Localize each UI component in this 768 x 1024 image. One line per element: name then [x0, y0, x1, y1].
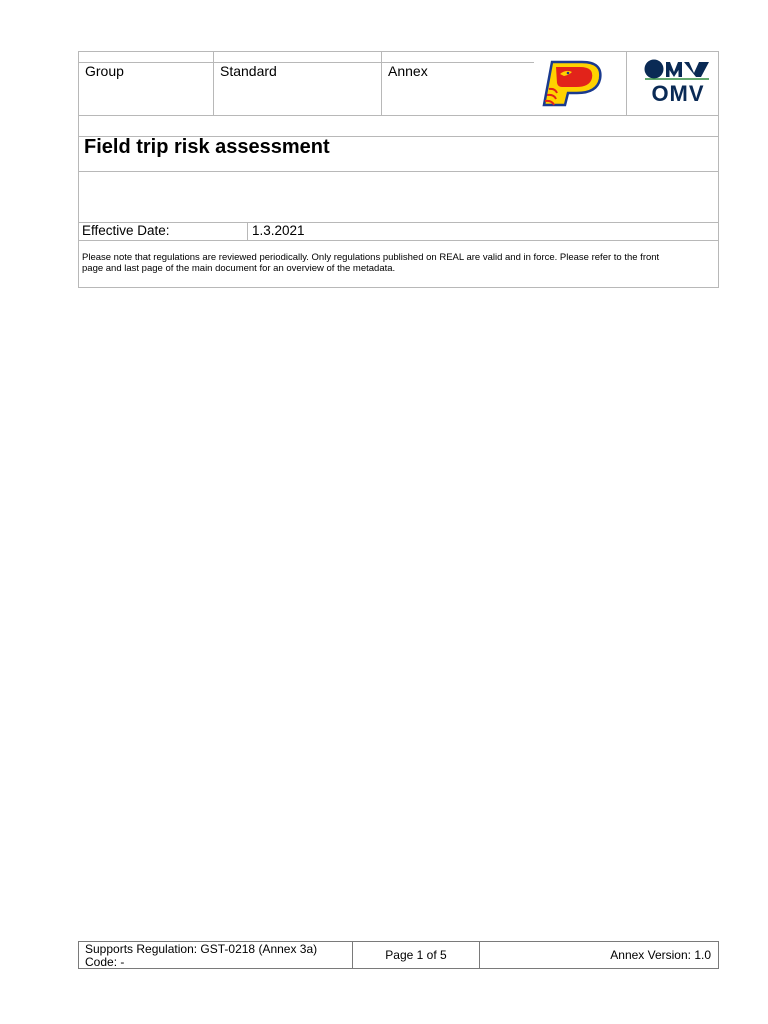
- document-title: Field trip risk assessment: [84, 136, 330, 158]
- footer-annex-version: Annex Version: 1.0: [610, 948, 711, 962]
- footer-code: Code: -: [85, 955, 125, 969]
- petrom-logo: [540, 59, 604, 109]
- footer-supports-regulation: Supports Regulation: GST-0218 (Annex 3a): [85, 942, 318, 956]
- regulation-notice-line-1: Please note that regulations are reviewed periodically. Only regulations published on REAL are valid and in force. Please refer to the front: [82, 252, 660, 263]
- annex-label: Annex: [388, 63, 428, 79]
- footer-regulation-cell: [78, 941, 353, 969]
- footer-version-cell: [479, 941, 719, 969]
- group-label: Group: [85, 63, 124, 79]
- regulation-notice-line-2: page and last page of the main document for an overview of the metadata.: [82, 263, 396, 274]
- standard-label: Standard: [220, 63, 277, 79]
- effective-date-label: Effective Date:: [82, 223, 170, 238]
- omv-mark-icon: [643, 58, 713, 82]
- footer-page-number: Page 1 of 5: [385, 948, 447, 962]
- footer-page-cell: [352, 941, 480, 969]
- effective-date-value: 1.3.2021: [252, 223, 305, 238]
- omv-logo: [643, 58, 713, 108]
- omv-logo-text: OMV: [651, 81, 705, 106]
